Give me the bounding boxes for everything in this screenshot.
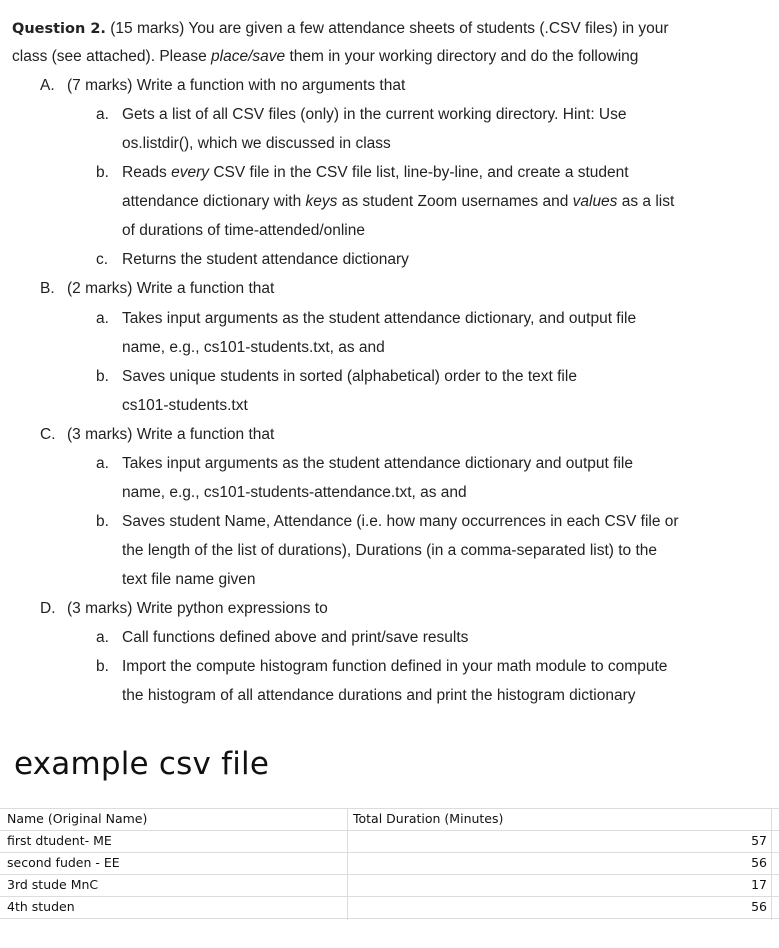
section-c-text: (3 marks) Write a function that bbox=[67, 426, 275, 443]
table-row bbox=[0, 830, 779, 852]
section-a-subitem-a bbox=[96, 105, 627, 125]
section-a-subitem-b bbox=[96, 163, 629, 183]
cell-duration: 56 bbox=[751, 899, 767, 914]
subitem-text: as student Zoom usernames and bbox=[337, 193, 573, 210]
subitem-text: Gets a list of all CSV files (only) in the current working directory. Hint: Use bbox=[122, 106, 627, 123]
subitem-text-continued: os.listdir(), which we discussed in class bbox=[122, 135, 391, 152]
intro-text-post: them in your working directory and do the following bbox=[285, 48, 639, 65]
cell-duration: 56 bbox=[751, 855, 767, 870]
table-row bbox=[0, 896, 779, 918]
subitem-emphasis: values bbox=[572, 193, 618, 210]
example-csv-heading: example csv file bbox=[14, 746, 270, 782]
column-header-name: Name (Original Name) bbox=[7, 811, 148, 826]
section-c-item bbox=[40, 425, 274, 445]
subitem-marker: c. bbox=[96, 251, 109, 268]
subitem-text: Saves unique students in sorted (alphabetical) order to the text file bbox=[122, 368, 577, 385]
question-intro-line-1 bbox=[12, 19, 669, 39]
section-c-subitem-a bbox=[96, 454, 633, 474]
subitem-text-continued: of durations of time-attended/online bbox=[122, 222, 365, 239]
column-header-duration: Total Duration (Minutes) bbox=[353, 811, 504, 826]
table-header-row bbox=[0, 808, 779, 830]
section-b-subitem-b bbox=[96, 367, 577, 387]
section-a-subitem-c bbox=[96, 250, 409, 270]
subitem-marker: b. bbox=[96, 513, 109, 530]
section-d-item bbox=[40, 599, 328, 619]
subitem-text-continued: cs101-students.txt bbox=[122, 397, 248, 414]
subitem-text: Takes input arguments as the student attendance dictionary, and output file bbox=[122, 310, 637, 327]
section-a-marker: A. bbox=[40, 77, 55, 94]
subitem-text: Saves student Name, Attendance (i.e. how many occurrences in each CSV file or bbox=[122, 513, 679, 530]
subitem-text-continued bbox=[122, 192, 674, 212]
subitem-text: Reads bbox=[122, 164, 172, 181]
cell-name: 3rd stude MnC bbox=[7, 877, 99, 892]
section-d-marker: D. bbox=[40, 600, 56, 617]
subitem-text-continued: the length of the list of durations), Durations (in a comma-separated list) to the bbox=[122, 542, 658, 559]
subitem-text: Import the compute histogram function defined in your math module to compute bbox=[122, 658, 668, 675]
subitem-text-continued: name, e.g., cs101-students.txt, as and bbox=[122, 339, 385, 356]
subitem-marker: b. bbox=[96, 368, 109, 385]
subitem-text: Returns the student attendance dictionary bbox=[122, 251, 409, 268]
subitem-marker: a. bbox=[96, 455, 109, 472]
question-intro-text: (15 marks) You are given a few attendance sheets of students (.CSV files) in your bbox=[105, 20, 669, 37]
subitem-text-continued: name, e.g., cs101-students-attendance.txt, as and bbox=[122, 484, 467, 501]
cell-name: second fuden - EE bbox=[7, 855, 120, 870]
subitem-marker: a. bbox=[96, 106, 109, 123]
subitem-marker: a. bbox=[96, 629, 109, 646]
question-intro-line-2 bbox=[12, 47, 638, 67]
cell-duration: 17 bbox=[751, 877, 767, 892]
subitem-marker: b. bbox=[96, 658, 109, 675]
subitem-text-continued: the histogram of all attendance durations and print the histogram dictionary bbox=[122, 687, 636, 704]
section-b-marker: B. bbox=[40, 280, 55, 297]
table-row bbox=[0, 852, 779, 874]
cell-name: 4th studen bbox=[7, 899, 75, 914]
subitem-text-continued: text file name given bbox=[122, 571, 256, 588]
subitem-text: CSV file in the CSV file list, line-by-line, and create a student bbox=[209, 164, 629, 181]
subitem-text: Call functions defined above and print/save results bbox=[122, 629, 469, 646]
subitem-emphasis: keys bbox=[305, 193, 338, 210]
intro-text-pre: class (see attached). Please bbox=[12, 48, 212, 65]
section-d-subitem-b bbox=[96, 657, 667, 677]
section-d-text: (3 marks) Write python expressions to bbox=[67, 600, 328, 617]
subitem-marker: a. bbox=[96, 310, 109, 327]
intro-text-emphasis: place/save bbox=[211, 48, 286, 65]
section-a-text: (7 marks) Write a function with no arguments that bbox=[67, 77, 406, 94]
grid-line bbox=[0, 918, 779, 919]
section-d-subitem-a bbox=[96, 628, 468, 648]
section-b-item bbox=[40, 279, 274, 299]
section-c-subitem-b bbox=[96, 512, 679, 532]
cell-duration: 57 bbox=[751, 833, 767, 848]
cell-name: first dtudent- ME bbox=[7, 833, 112, 848]
subitem-text: attendance dictionary with bbox=[122, 193, 306, 210]
subitem-emphasis: every bbox=[171, 164, 210, 181]
section-b-text: (2 marks) Write a function that bbox=[67, 280, 275, 297]
csv-example-sheet bbox=[0, 808, 779, 920]
question-label: Question 2. bbox=[12, 21, 106, 37]
subitem-text: Takes input arguments as the student attendance dictionary and output file bbox=[122, 455, 633, 472]
subitem-marker: b. bbox=[96, 164, 109, 181]
section-b-subitem-a bbox=[96, 309, 636, 329]
table-row bbox=[0, 874, 779, 896]
section-a-item bbox=[40, 76, 405, 96]
section-c-marker: C. bbox=[40, 426, 56, 443]
subitem-text: as a list bbox=[617, 193, 675, 210]
